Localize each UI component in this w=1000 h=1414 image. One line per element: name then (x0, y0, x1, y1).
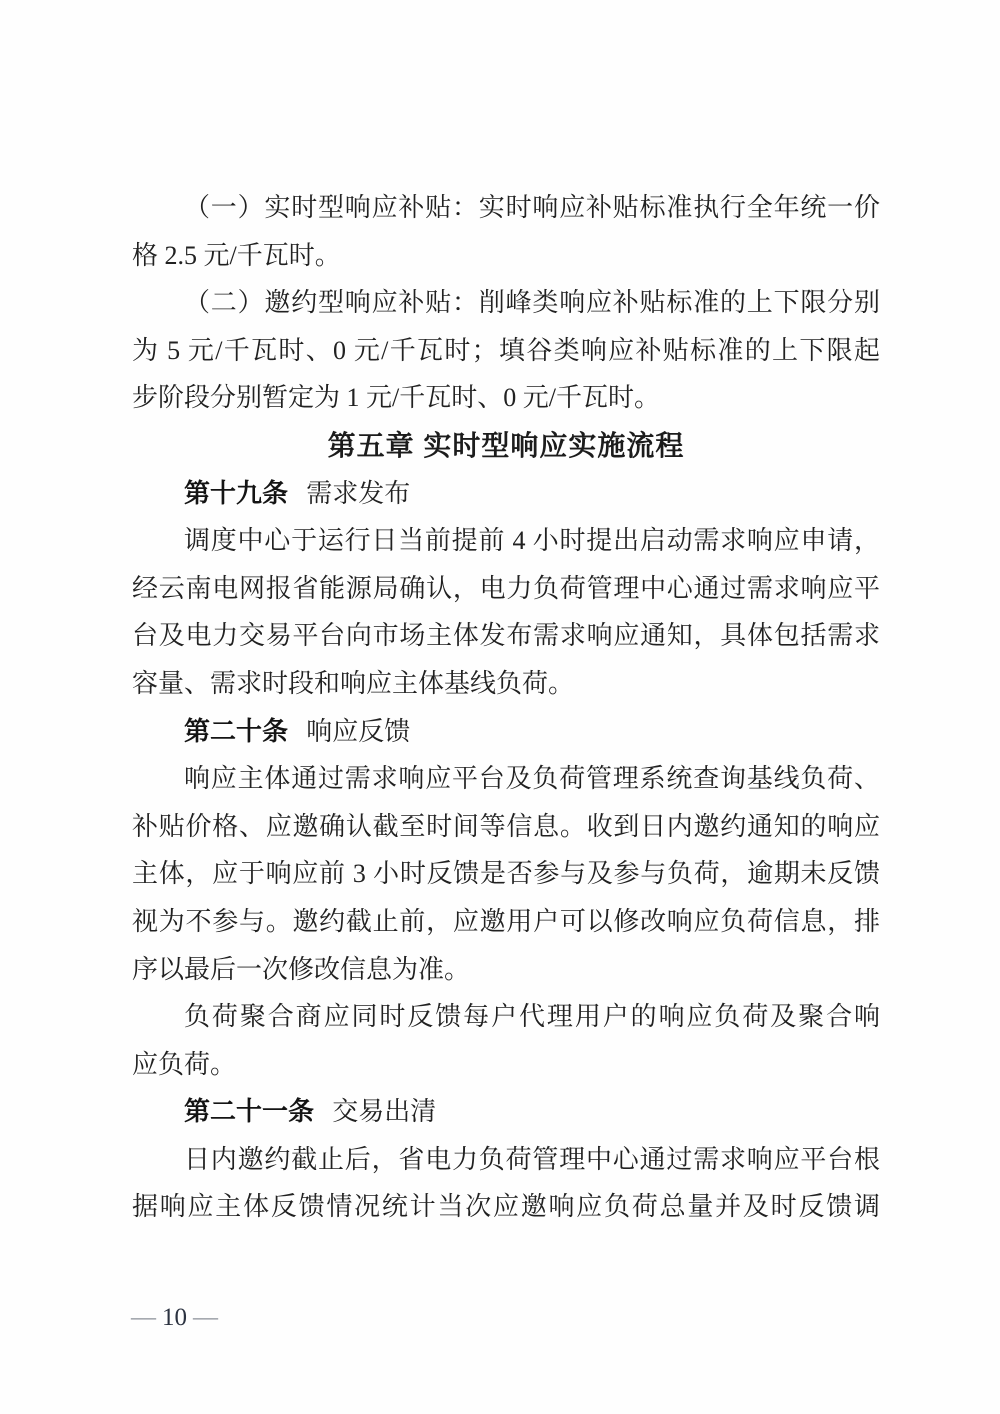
page-number: 10 (162, 1304, 187, 1331)
text-line: 响应主体通过需求响应平台及负荷管理系统查询基线负荷、 (184, 764, 880, 794)
footer-left-dash: — (131, 1304, 156, 1331)
paragraph-realtime-subsidy (132, 184, 880, 279)
text-line: 主体，应于响应前 3 小时反馈是否参与及参与负荷，逾期未反馈 (132, 859, 880, 889)
text-line: 容量、需求时段和响应主体基线负荷。 (132, 668, 575, 698)
text-line: 应负荷。 (132, 1049, 237, 1079)
article-21-number: 第二十一条 (184, 1097, 315, 1127)
paragraph-aggregator-feedback (132, 993, 880, 1088)
text-line: 经云南电网报省能源局确认，电力负荷管理中心通过需求响应平 (132, 573, 880, 603)
article-20-title: 响应反馈 (306, 716, 411, 746)
paragraph-trade-clearing (132, 1136, 880, 1231)
document-body (132, 184, 880, 1231)
text-line: 视为不参与。邀约截止前，应邀用户可以修改响应负荷信息，排 (132, 906, 880, 936)
paragraph-demand-publish (132, 517, 880, 707)
text-line: 格 2.5 元/千瓦时。 (132, 240, 341, 270)
article-21-heading (132, 1088, 880, 1136)
text-line: 序以最后一次修改信息为准。 (132, 954, 471, 984)
text-line: 负荷聚合商应同时反馈每户代理用户的响应负荷及聚合响 (184, 1002, 880, 1032)
article-20-number: 第二十条 (184, 716, 289, 746)
paragraph-response-feedback (132, 755, 880, 993)
article-19-title: 需求发布 (306, 478, 411, 508)
footer-right-dash: — (193, 1304, 218, 1331)
text-line: （二）邀约型响应补贴：削峰类响应补贴标准的上下限分别 (184, 288, 880, 318)
article-20-heading (132, 708, 880, 756)
text-line: （一）实时型响应补贴：实时响应补贴标准执行全年统一价 (184, 193, 880, 222)
text-line: 补贴价格、应邀确认截至时间等信息。收到日内邀约通知的响应 (132, 811, 880, 841)
page-footer (131, 1302, 218, 1334)
text-line: 台及电力交易平台向市场主体发布需求响应通知，具体包括需求 (132, 621, 880, 651)
paragraph-invited-subsidy (132, 279, 880, 422)
article-21-title: 交易出清 (332, 1097, 437, 1127)
article-19-heading (132, 470, 880, 518)
text-line: 据响应主体反馈情况统计当次应邀响应负荷总量并及时反馈调 (132, 1192, 880, 1222)
text-line: 为 5 元/千瓦时、0 元/千瓦时；填谷类响应补贴标准的上下限起 (132, 335, 880, 365)
chapter-heading: 第五章 实时型响应实施流程 (327, 429, 685, 461)
article-19-number: 第十九条 (184, 478, 289, 508)
text-line: 日内邀约截止后，省电力负荷管理中心通过需求响应平台根 (184, 1144, 880, 1174)
text-line: 调度中心于运行日当前提前 4 小时提出启动需求响应申请， (184, 526, 880, 556)
text-line: 步阶段分别暂定为 1 元/千瓦时、0 元/千瓦时。 (132, 383, 660, 413)
